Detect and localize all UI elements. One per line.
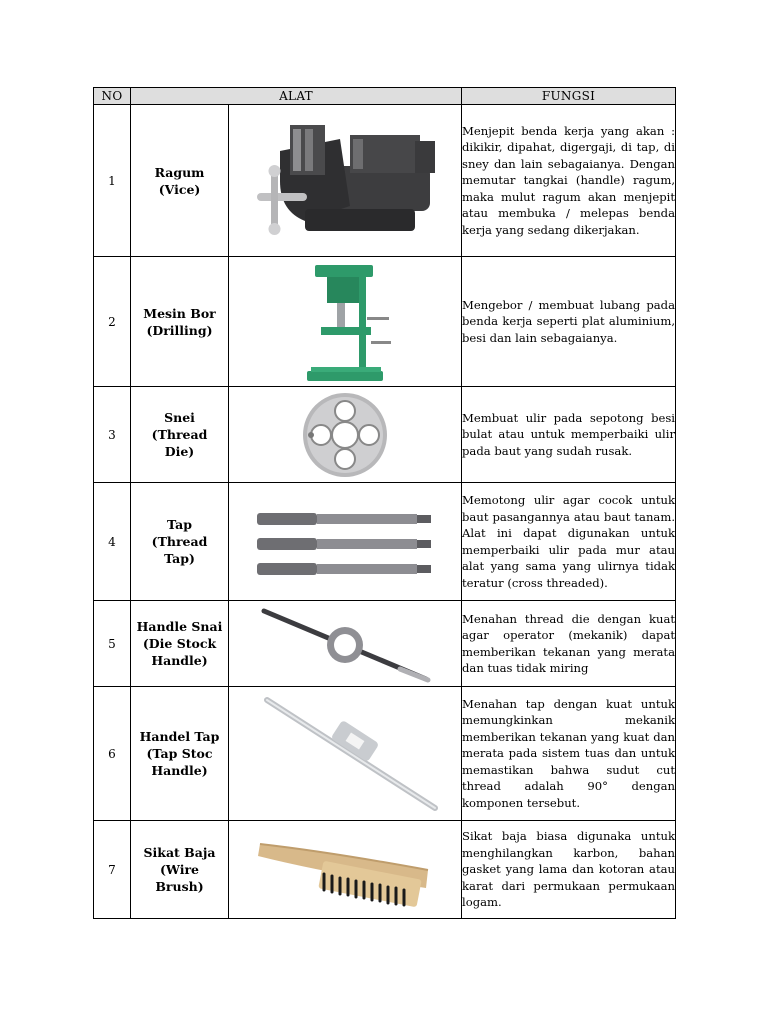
table-row [94,257,676,387]
tool-function: Menjepit benda kerja yang akan : dikikir, dipahat, digergaji, di tap, di sney dan lain sebagaianya. Dengan memutar tangkai (handle) ragum, maka mulut ragum akan menjepit atau membuka / melepas benda kerja yang sedang dikerjakan. [462,105,676,257]
tool-image-cell [229,601,462,687]
table-row [94,483,676,601]
bench-vise-icon [245,111,445,251]
tool-name: Sikat Baja (Wire Brush) [131,821,229,919]
header-no: NO [94,88,131,105]
row-number: 3 [94,387,131,483]
tool-image-cell [229,687,462,821]
tool-function: Menahan thread die dengan kuat agar operator (mekanik) dapat memberikan tekanan yang merata dan tuas tidak miring [462,601,676,687]
tool-function: Menahan tap dengan kuat untuk memungkinkan mekanik memberikan tekanan yang kuat dan merata pada sistem tuas dan untuk memastikan bahwa sudut cut thread adalah 90° dengan komponen tersebut. [462,687,676,821]
row-number: 1 [94,105,131,257]
table-row [94,821,676,919]
tool-image-cell [229,105,462,257]
table-row [94,687,676,821]
table-row [94,105,676,257]
wire-brush-icon [250,830,440,910]
drill-press-icon [285,259,405,385]
header-alat: ALAT [131,88,462,105]
row-number: 5 [94,601,131,687]
tool-name: Mesin Bor (Drilling) [131,257,229,387]
row-number: 4 [94,483,131,601]
row-number: 7 [94,821,131,919]
table-row [94,387,676,483]
tool-image-cell [229,821,462,919]
tool-image-cell [229,483,462,601]
tool-function: Mengebor / membuat lubang pada benda kerja seperti plat aluminium, besi dan lain sebagaianya. [462,257,676,387]
tool-function: Memotong ulir agar cocok untuk baut pasangannya atau baut tanam. Alat ini dapat digunakan untuk memperbaiki ulir pada mur atau alat yang sama yang ulirnya tidak teratur (cross threaded). [462,483,676,601]
tool-image-cell [229,257,462,387]
table-row [94,601,676,687]
table-header-row [94,88,676,105]
tool-function: Sikat baja biasa digunaka untuk menghilangkan karbon, bahan gasket yang lama dan kotoran atau karat dari permukaan permukaan logam. [462,821,676,919]
tool-name: Tap (Thread Tap) [131,483,229,601]
header-fungsi: FUNGSI [462,88,676,105]
die-stock-handle-icon [250,603,440,685]
row-number: 6 [94,687,131,821]
tool-function: Membuat ulir pada sepotong besi bulat atau untuk memperbaiki ulir pada baut yang sudah rusak. [462,387,676,483]
tool-image-cell [229,387,462,483]
tool-name: Handle Snai (Die Stock Handle) [131,601,229,687]
tool-name: Handel Tap (Tap Stoc Handle) [131,687,229,821]
tool-name: Ragum (Vice) [131,105,229,257]
tap-wrench-icon [245,690,445,818]
row-number: 2 [94,257,131,387]
tool-name: Snei (Thread Die) [131,387,229,483]
tools-table [93,87,676,919]
thread-die-icon [295,389,395,481]
thread-taps-icon [245,497,445,587]
